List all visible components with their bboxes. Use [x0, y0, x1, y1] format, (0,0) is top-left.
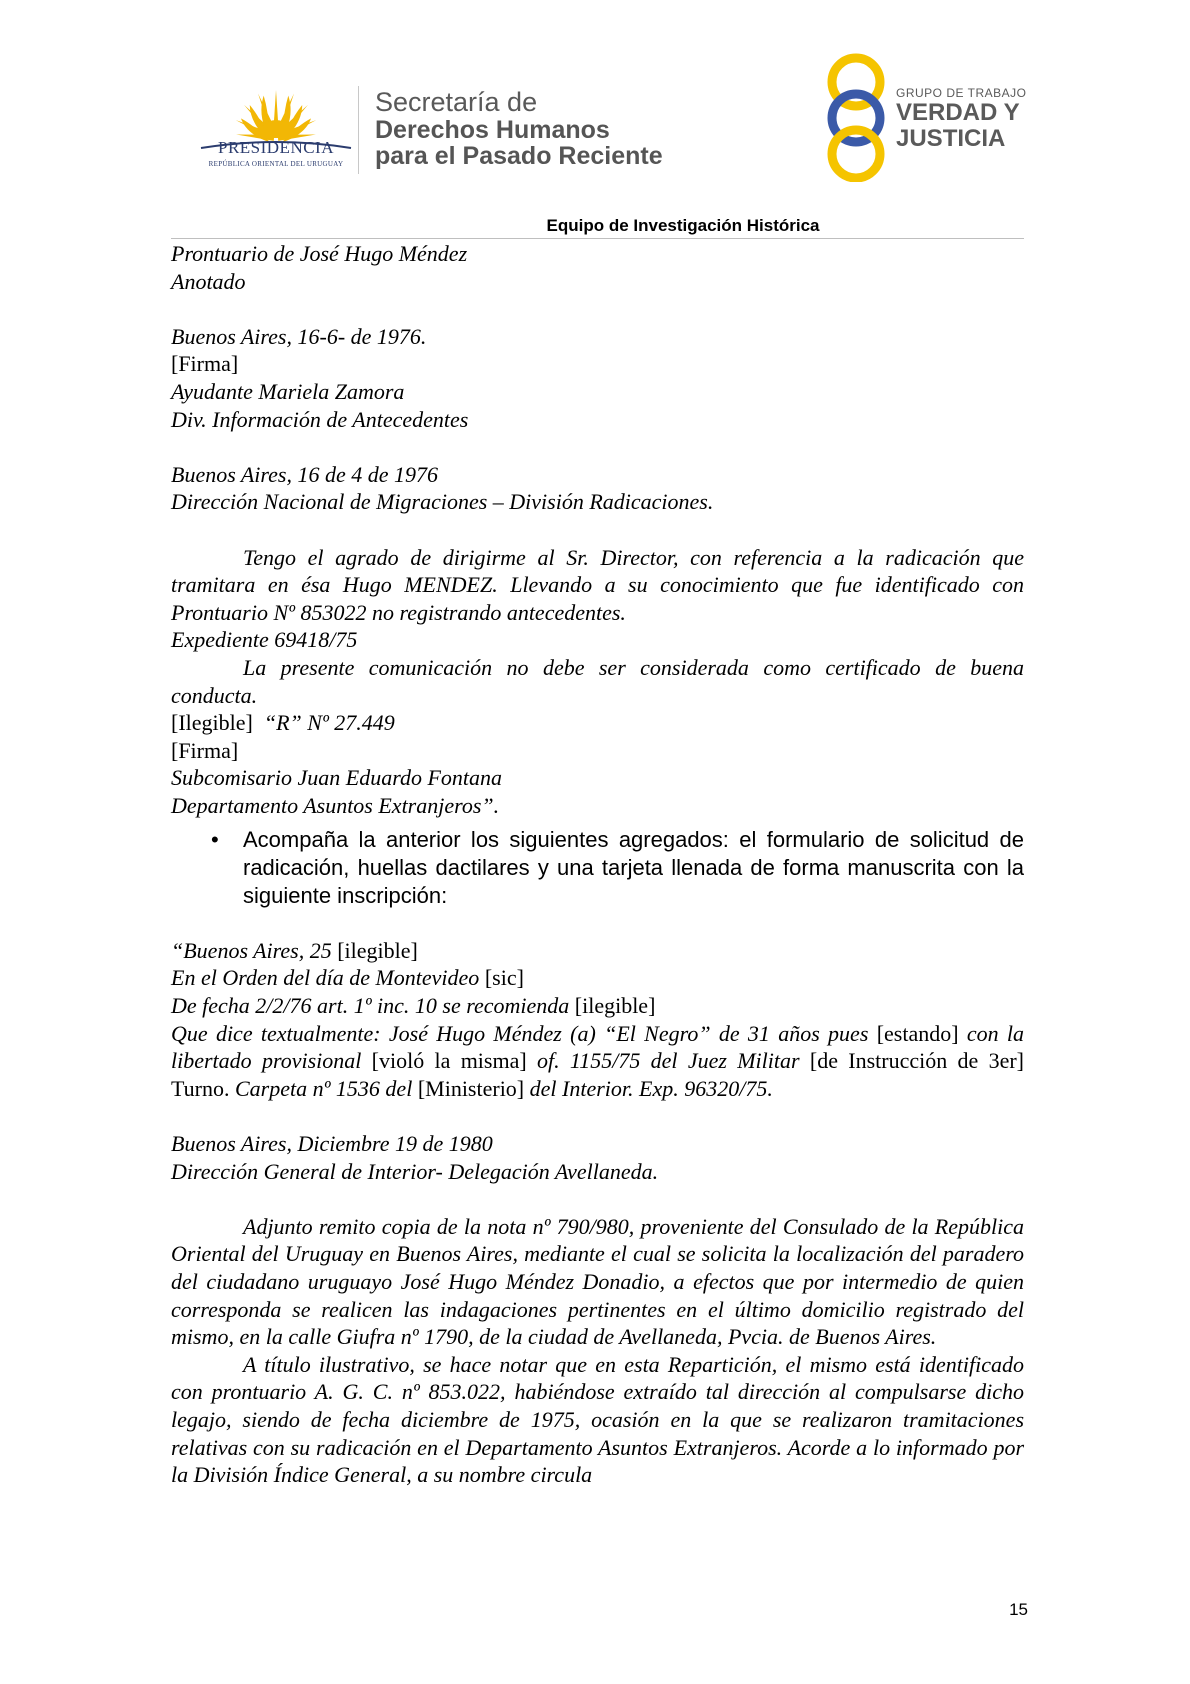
quote-note: [sic] [484, 965, 524, 991]
body-paragraph: Tengo el agrado de dirigirme al Sr. Director, con referencia a la radicación que tramitara en ésa Hugo MENDEZ. Llevando a su conocimiento que fue identificado con Prontuario Nº 853022 no registrando antecedentes. [171, 544, 1024, 625]
quote-note: [estando] [876, 1020, 959, 1046]
quote-note: [ilegible] [337, 937, 418, 963]
secretaria-line-2: Derechos Humanos [375, 116, 610, 144]
header-rule [171, 238, 1024, 239]
body-paragraph: Adjunto remito copia de la nota nº 790/980, proveniente del Consulado de la República Oriental del Uruguay en Buenos Aires, mediante el cual se solicita la localización del paradero del ciudadano uruguayo José Hugo Méndez Donadio, a efectos que por intermedio de quien corresponda se realicen las indagaciones pertinentes en el último domicilio registrado del mismo, en la calle Giufra nº 1790, de la ciudad de Avellaneda, Pvcia. de Buenos Aires. [171, 1213, 1024, 1350]
spacer [171, 909, 1024, 937]
spacer [171, 516, 1024, 544]
quote-note: [Ministerio] [417, 1075, 525, 1101]
header-divider [358, 86, 359, 174]
page-header [0, 0, 1190, 230]
document-body [171, 240, 1024, 1489]
quote-text: En el Orden del día de Montevideo [171, 965, 480, 991]
quote-text: De fecha 2/2/76 art. 1º inc. 10 se recomienda [171, 993, 570, 1019]
grupo-line-3: JUSTICIA [896, 125, 1006, 152]
quote-note: [de Instrucción de 3er] Turno. [171, 1048, 1025, 1101]
body-line: Buenos Aires, Diciembre 19 de 1980 [171, 1131, 493, 1156]
body-line: [Firma] [171, 351, 239, 377]
secretaria-logo-text [375, 88, 663, 169]
quote-text: Carpeta nº 1536 del [235, 1075, 413, 1101]
quote-text: of. 1155/75 del Juez Militar [536, 1048, 800, 1074]
secretaria-line-1: Secretaría de [375, 87, 538, 117]
quote-line [171, 992, 1024, 1020]
team-title [171, 216, 1190, 236]
bullet-text: Acompaña la anterior los siguientes agregados: el formulario de solicitud de radicación, huellas dactilares y una tarjeta llenada de forma manuscrita con la siguiente inscripción: [243, 827, 1024, 908]
body-line: Dirección General de Interior- Delegación Avellaneda. [171, 1158, 659, 1184]
quote-note: [violó la misma] [371, 1048, 527, 1074]
quote-line [171, 937, 1024, 965]
body-line: Div. Información de Antecedentes [171, 406, 469, 432]
quote-text: “Buenos Aires, 25 [171, 937, 332, 963]
ilegible-note: [Ilegible] [171, 710, 253, 736]
quote-text: del Interior. Exp. 96320/75. [529, 1075, 773, 1101]
page-number: 15 [1009, 1600, 1028, 1619]
quote-line [171, 964, 1024, 992]
bullet-item [171, 826, 1024, 909]
body-line: [Firma] [171, 737, 239, 763]
body-line: Ayudante Mariela Zamora [171, 378, 405, 404]
spacer [171, 1102, 1024, 1130]
body-line: Buenos Aires, 16-6- de 1976. [171, 323, 427, 349]
body-line: Anotado [171, 268, 246, 294]
verdad-justicia-rings-logo [820, 52, 900, 182]
body-line [171, 709, 1024, 737]
team-title-text: Equipo de Investigación Histórica [546, 216, 820, 235]
spacer [171, 295, 1024, 323]
spacer [171, 433, 1024, 461]
quote-note: [ilegible] [574, 993, 656, 1019]
grupo-trabajo-logo-text [896, 86, 1026, 152]
body-line: Prontuario de José Hugo Méndez [171, 241, 468, 266]
spacer [171, 1185, 1024, 1213]
presidencia-label: PRESIDENCIA [217, 138, 334, 157]
republica-label: REPÚBLICA ORIENTAL DEL URUGUAY [208, 160, 344, 168]
body-paragraph: La presente comunicación no debe ser considerada como certificado de buena conducta. [171, 654, 1024, 708]
quote-paragraph [171, 1020, 1024, 1103]
body-line: Buenos Aires, 16 de 4 de 1976 [171, 461, 439, 487]
body-line: Dirección Nacional de Migraciones – División Radicaciones. [171, 489, 714, 515]
body-line: Departamento Asuntos Extranjeros”. [171, 792, 500, 818]
quote-text: Que dice textualmente: José Hugo Méndez (a) “El Negro” de 31 años pues [171, 1020, 869, 1046]
quote-text: con la libertado provisional [171, 1020, 1025, 1074]
body-line: Expediente 69418/75 [171, 627, 358, 653]
secretaria-line-3: para el Pasado Reciente [375, 142, 663, 170]
bullet-dot: • [211, 827, 219, 853]
grupo-line-2: VERDAD Y [896, 99, 1020, 126]
r-number: “R” Nº 27.449 [263, 710, 395, 736]
body-paragraph: A título ilustrativo, se hace notar que en esta Repartición, el mismo está identificado con prontuario A. G. C. nº 853.022, habiéndose extraído tal dirección al compulsarse dicho legajo, siendo de fecha diciembre de 1975, ocasión en la que se realizaron tramitaciones relativas con su radicación en el Departamento Asuntos Extranjeros. Acorde a lo informado por la División Índice General, a su nombre circula [171, 1351, 1024, 1488]
body-line: Subcomisario Juan Eduardo Fontana [171, 765, 502, 791]
grupo-line-1: GRUPO DE TRABAJO [896, 86, 1027, 100]
